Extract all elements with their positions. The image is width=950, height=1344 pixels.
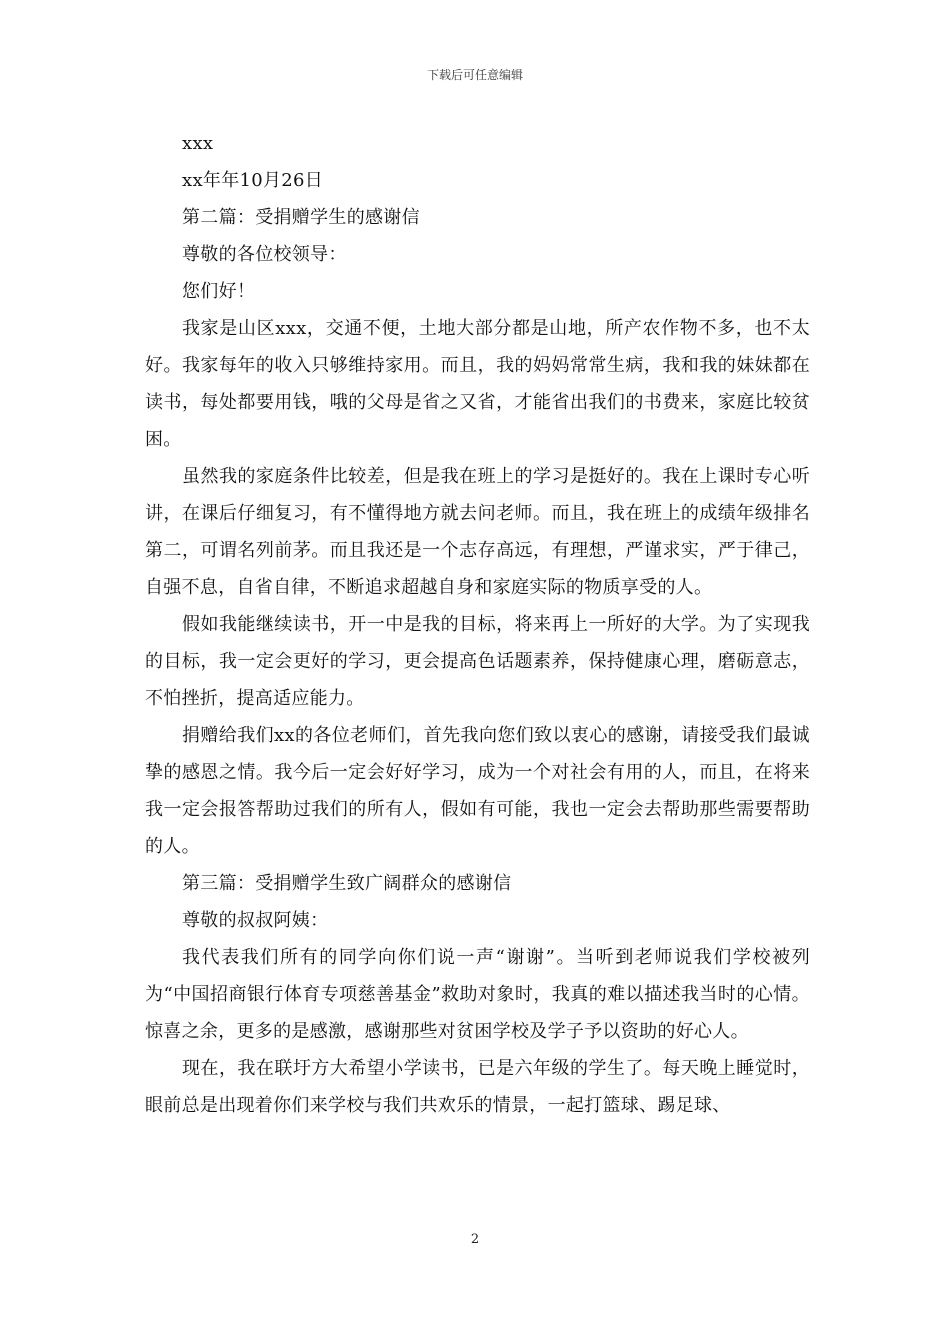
body-paragraph: 我家是山区xxx，交通不便，土地大部分都是山地，所产农作物不多，也不太好。我家每年的收入只够维持家用。而且，我的妈妈常常生病，我和我的妹妹都在读书，每处都要用钱，哦的父母是省之又省，才能省出我们的书费来，家庭比较贫困。 (145, 318, 810, 450)
body-paragraph: 假如我能继续读书，开一中是我的目标，将来再上一所好的大学。为了实现我的目标，我一定会更好的学习，更会提高色话题素养，保持健康心理，磨砺意志，不怕挫折，提高适应能力。 (145, 614, 810, 709)
signature-name: xxx (182, 133, 214, 154)
signature-date: xx年年10月26日 (182, 170, 324, 191)
body-paragraph: 现在，我在联圩方大希望小学读书，已是六年级的学生了。每天晚上睡觉时，眼前总是出现着你们来学校与我们共欢乐的情景，一起打篮球、踢足球、 (145, 1058, 810, 1116)
greeting: 您们好！ (182, 281, 256, 302)
body-paragraph: 我代表我们所有的同学向你们说一声“谢谢”。当听到老师说我们学校被列为“中国招商银行体育专项慈善基金”救助对象时，我真的难以描述我当时的心情。惊喜之余，更多的是感激，感谢那些对贫困学校及学子予以资助的好心人。 (145, 947, 810, 1042)
document-body (145, 125, 810, 1124)
body-paragraph: 捐赠给我们xx的各位老师们，首先我向您们致以衷心的感谢，请接受我们最诚挚的感恩之情。我今后一定会好好学习，成为一个对社会有用的人，而且，在将来我一定会报答帮助过我们的所有人，假如有可能，我也一定会去帮助那些需要帮助的人。 (145, 725, 810, 857)
body-paragraph: 虽然我的家庭条件比较差，但是我在班上的学习是挺好的。我在上课时专心听讲，在课后仔细复习，有不懂得地方就去问老师。而且，我在班上的成绩年级排名第二，可谓名列前茅。而且我还是一个志存高远，有理想，严谨求实，严于律己，自强不息，自省自律，不断追求超越自身和家庭实际的物质享受的人。 (145, 466, 810, 598)
section-title-2: 第二篇：受捐赠学生的感谢信 (182, 207, 420, 228)
section-title-3: 第三篇：受捐赠学生致广阔群众的感谢信 (182, 873, 512, 894)
salutation: 尊敬的叔叔阿姨： (182, 910, 329, 931)
page-header-note: 下载后可任意编辑 (426, 68, 523, 82)
page-number: 2 (470, 1232, 480, 1247)
salutation: 尊敬的各位校领导： (182, 244, 347, 265)
